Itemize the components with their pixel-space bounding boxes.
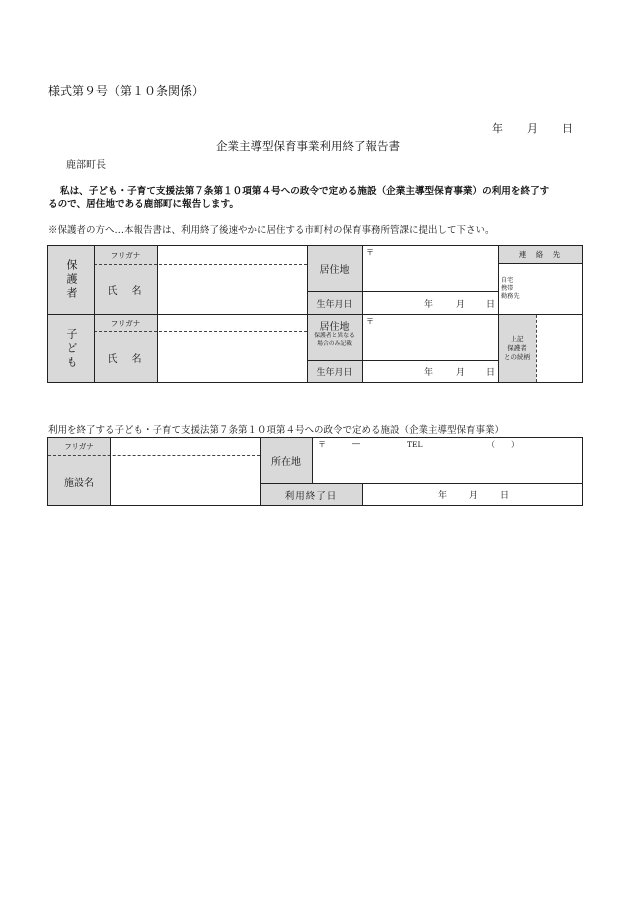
guardian-birth-month: 月: [456, 300, 466, 310]
guardian-name-label: 氏 名: [107, 286, 144, 297]
contact-field[interactable]: [532, 265, 582, 313]
end-date-year: 年: [438, 491, 448, 501]
end-date-day: 日: [500, 491, 510, 501]
facility-postal-mark: 〒: [318, 440, 326, 449]
child-residence-label-group: [307, 318, 362, 348]
facility-furigana-label: フリガナ: [64, 442, 94, 451]
page-title: 企業主導型保育事業利用終了報告書: [216, 139, 400, 153]
relation-label: 上記 保護者 との続柄: [504, 335, 530, 361]
child-birthdate-label: 生年月日: [316, 368, 353, 378]
divider-contact-header: [498, 263, 583, 264]
facility-location-field[interactable]: [313, 450, 582, 482]
statement-line-1: 私は、子ども・子育て支援法第７条第１０項第４号への政令で定める施設（企業主導型保育事業）の利用を終了す: [60, 186, 550, 197]
guardian-residence-label: 居住地: [319, 265, 350, 276]
date-month: 月: [527, 122, 538, 135]
child-residence-label: 居住地: [319, 322, 350, 333]
vline-end-date-label: [362, 483, 363, 506]
facility-tel-label: TEL: [407, 440, 423, 449]
guardian-birthdate-label: 生年月日: [316, 299, 353, 310]
guardian-label: 保護者: [65, 259, 78, 301]
child-label: 子ども: [65, 327, 78, 370]
facility-tel-paren: （ ）: [487, 440, 519, 449]
facility-postal-dash: ―: [352, 439, 360, 448]
facility-furigana-field[interactable]: [111, 438, 259, 454]
child-birth-day: 日: [486, 368, 496, 378]
child-name-field[interactable]: [158, 333, 306, 381]
dash-facility-furigana: [48, 455, 260, 456]
facility-heading: 利用を終了する子ども・子育て支援法第７条第１０項第４号への政令で定める施設（企業主導型保育事業）: [48, 425, 505, 436]
child-birth-year: 年: [424, 368, 434, 378]
end-date-month: 月: [469, 491, 479, 501]
relation-field[interactable]: [537, 316, 582, 381]
child-furigana-field[interactable]: [158, 315, 306, 331]
child-name-label: 氏 名: [107, 354, 144, 365]
child-birth-month: 月: [456, 368, 466, 378]
facility-name-label: 施設名: [64, 477, 94, 489]
guardian-birth-day: 日: [486, 300, 496, 310]
addressee: 鹿部町長: [66, 160, 106, 171]
child-postal-mark: 〒: [366, 317, 374, 326]
guardian-birth-year: 年: [424, 300, 434, 310]
location-label: 所在地: [271, 457, 301, 468]
dash-child-furigana: [94, 331, 307, 332]
child-furigana-label: フリガナ: [110, 318, 141, 328]
end-date-label: 利用終了日: [284, 490, 338, 502]
guardian-residence-field[interactable]: [363, 257, 497, 290]
facility-name-field[interactable]: [111, 457, 259, 505]
form-number: 様式第９号（第１０条関係）: [48, 84, 205, 98]
note: ※保護者の方へ…本報告書は、利用終了後速やかに居住する市町村の保育事務所管課に提出して下さい。: [48, 225, 495, 236]
date-day: 日: [562, 122, 573, 135]
guardian-furigana-field[interactable]: [158, 247, 306, 263]
guardian-postal-mark: 〒: [366, 248, 374, 257]
date-year: 年: [492, 122, 503, 135]
statement-line-2: るので、居住地である鹿部町に報告します。: [48, 199, 239, 210]
guardian-furigana-label: フリガナ: [110, 250, 141, 260]
child-residence-field[interactable]: [363, 326, 497, 359]
contact-types: 自宅 携帯 勤務先: [501, 277, 520, 300]
guardian-name-field[interactable]: [158, 265, 306, 313]
child-residence-note: 保護者と異なる 場合のみ記載: [314, 333, 355, 347]
contact-header: 連 絡 先: [518, 250, 562, 259]
